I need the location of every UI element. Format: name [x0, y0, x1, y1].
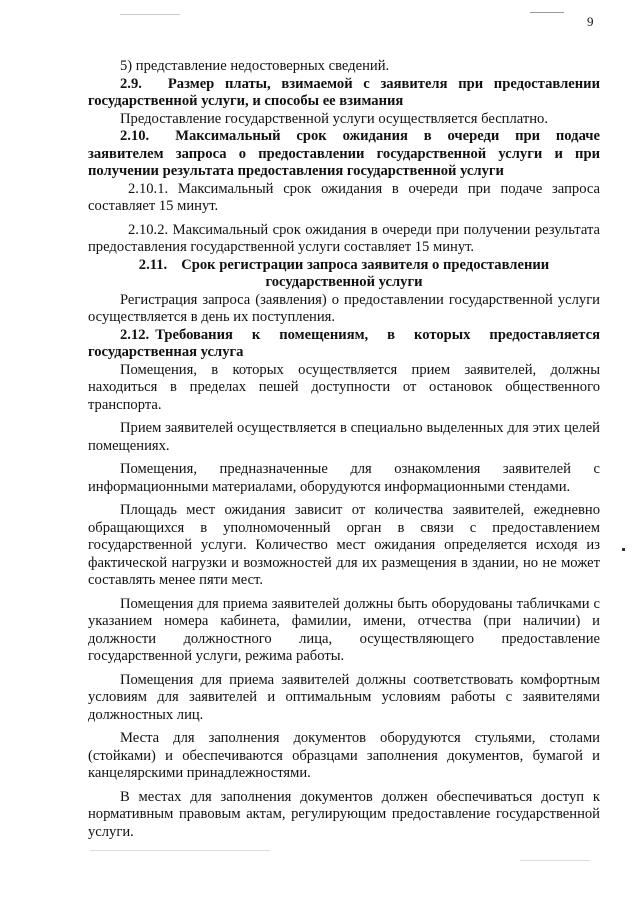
paragraph: 2.10.2. Максимальный срок ожидания в очереди при получении результата предоставления государственной услуги составляет 15 минут. [88, 221, 600, 255]
page-number: 9 [587, 14, 594, 29]
list-item-5: 5) представление недостоверных сведений. [120, 58, 390, 74]
paragraph: 2.10.1. Максимальный срок ожидания в очереди при подаче запроса составляет 15 минут. [88, 180, 600, 214]
section-title: Максимальный срок ожидания в очереди при подаче заявителем запроса о предоставлении государственной услуги и при получении результата предоставления государственной услуги [88, 128, 600, 179]
scan-noise [622, 548, 625, 551]
paragraph: Предоставление государственной услуги осуществляется бесплатно. [120, 110, 548, 127]
section-title: Требования к помещениям, в которых предоставляется государственная услуга [88, 326, 600, 360]
section-heading-2-12 [88, 327, 600, 362]
paragraph: Площадь мест ожидания зависит от количества заявителей, ежедневно обращающихся в уполномоченный орган в связи с предоставлением государственной услуги. Количество мест ожидания определяется исходя из фактической нагрузки и возможностей для их размещения в здании, но не может составлять менее пяти мест. [88, 502, 600, 588]
section-heading-2-11 [88, 257, 600, 292]
document-body [88, 58, 600, 841]
section-number: 2.11. [138, 256, 168, 273]
section-title: Размер платы, взимаемой с заявителя при предоставлении государственной услуги, и способы ее взимания [88, 75, 600, 109]
paragraph: Помещения для приема заявителей должны быть оборудованы табличками с указанием номера кабинета, фамилии, имени, отчества (при наличии) и должности должностного лица, осуществляющего предоставление государственной услуги, режима работы. [88, 595, 600, 664]
section-heading-2-10 [88, 128, 600, 181]
paragraph: Помещения, в которых осуществляется прием заявителей, должны находиться в пределах пешей доступности от остановок общественного транспорта. [88, 361, 600, 413]
paragraph: Прием заявителей осуществляется в специально выделенных для этих целей помещениях. [88, 420, 600, 454]
section-number: 2.12. [120, 326, 150, 343]
section-number: 2.10. [120, 128, 150, 144]
scan-noise [90, 850, 270, 851]
section-title: Срок регистрации запроса заявителя о предоставлении государственной услуги [181, 256, 550, 290]
paragraph: Помещения, предназначенные для ознакомления заявителей с информационными материалами, оборудуются информационными стендами. [88, 461, 600, 495]
section-number: 2.9. [120, 75, 142, 92]
paragraph: Регистрация запроса (заявления) о предоставлении государственной услуги осуществляется в день их поступления. [88, 291, 600, 325]
paragraph: В местах для заполнения документов должен обеспечиваться доступ к нормативным правовым актам, регулирующим предоставление государственной услуги. [88, 788, 600, 840]
paragraph: Места для заполнения документов оборудуются стульями, столами (стойками) и обеспечиваются образцами заполнения документов, бумагой и канцелярскими принадлежностями. [88, 730, 600, 781]
paragraph: Помещения для приема заявителей должны соответствовать комфортным условиям для заявителей и оптимальным условиям работы с заявителями должностных лиц. [88, 671, 600, 723]
scan-noise [520, 860, 590, 861]
scan-noise [530, 12, 564, 13]
scan-noise [120, 14, 180, 15]
section-heading-2-9 [88, 76, 600, 111]
